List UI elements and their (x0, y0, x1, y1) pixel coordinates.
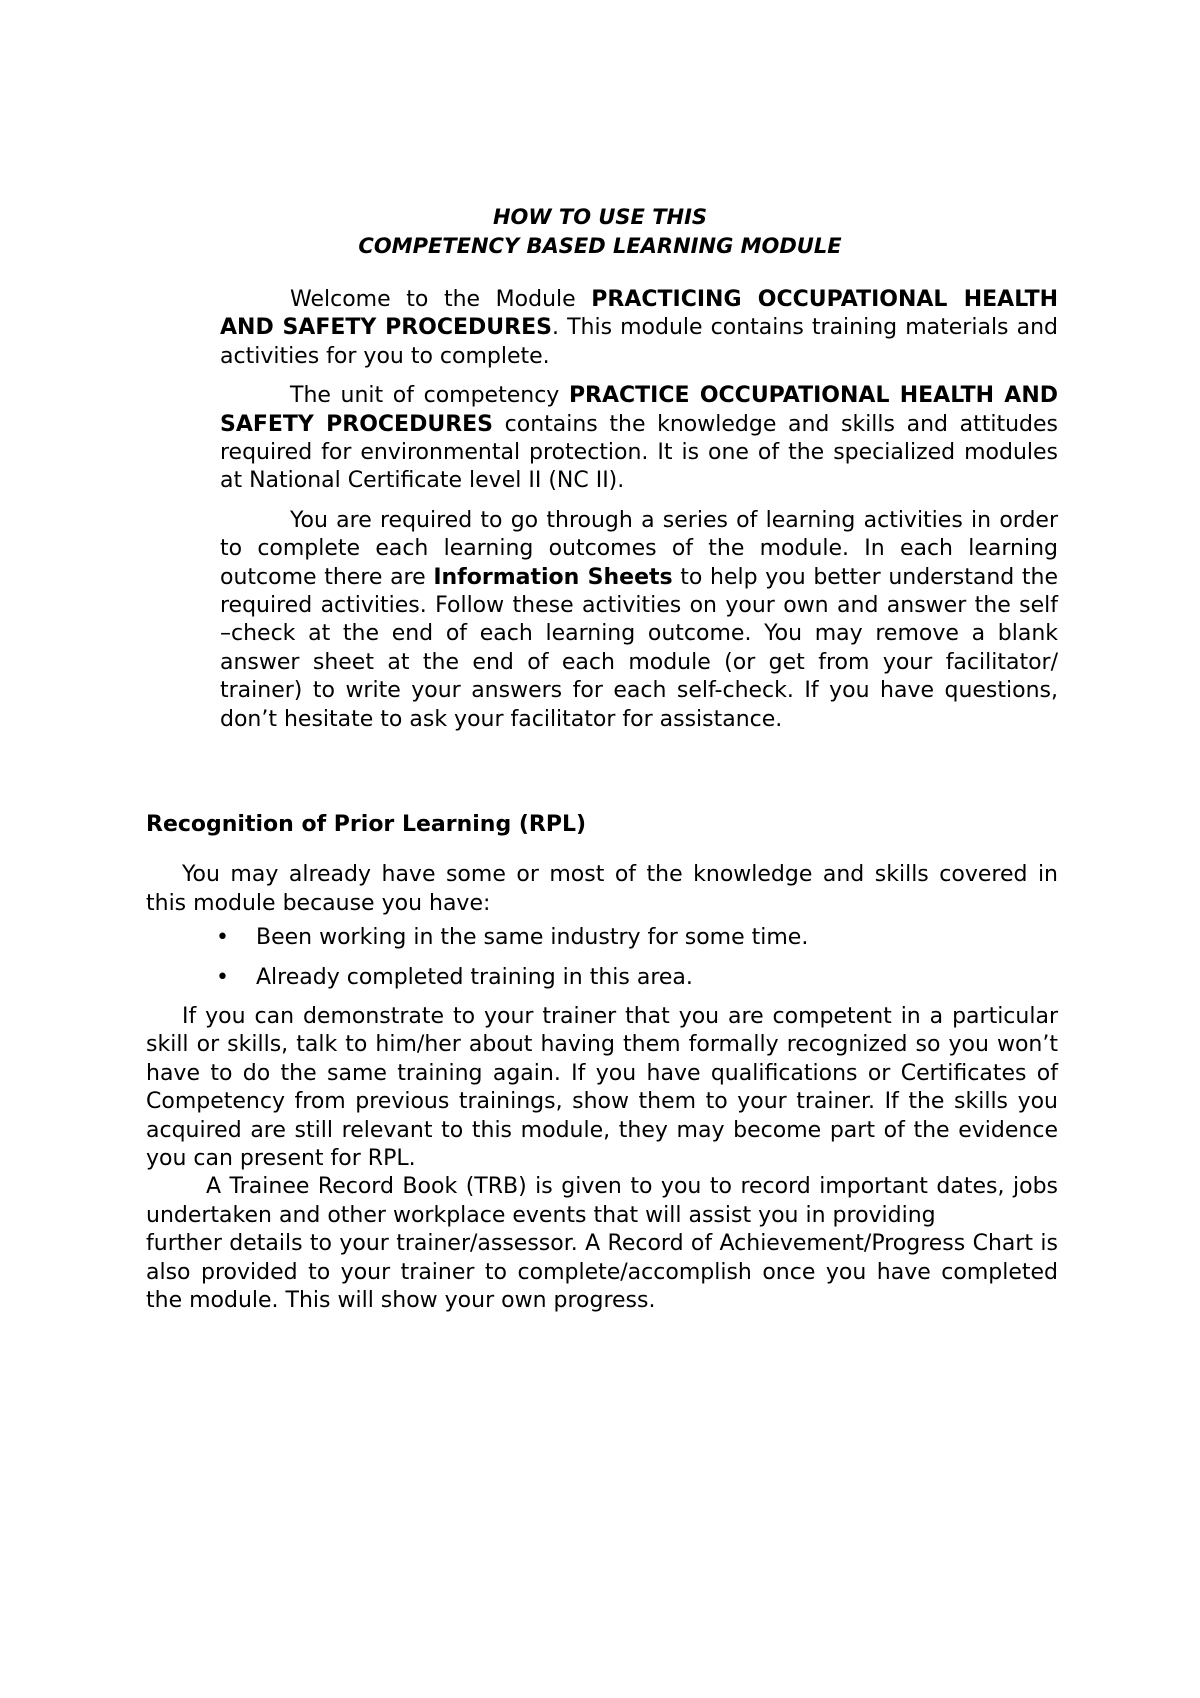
demonstrate-paragraph: If you can demonstrate to your trainer that you are competent in a particular skill or skills, talk to him/her about having them formally recognized so you won’t have to do the same training again. If you have qualifications or Certificates of Competency from previous trainings, show them to your trainer. If the skills you acquired are still relevant to this module, they may become part of the evidence you can present for RPL. (146, 1004, 1058, 1172)
list-item (146, 964, 1058, 992)
welcome-paragraph (220, 286, 1058, 371)
learning-activities-paragraph (220, 507, 1058, 734)
welcome-text: Welcome to the Module (290, 287, 592, 312)
unit-text: The unit of competency (290, 383, 569, 409)
trainee-record-book-paragraph: A Trainee Record Book (TRB) is given to you to record important dates, jobs undertaken and other workplace events that will assist you in providing (146, 1174, 1058, 1228)
activities-text-end: to help you better understand the required activities. Follow these activities on your own and answer the self –check at the end of each learning outcome. You may remove a blank answer sheet at the end of each module (or get from your facilitator/ trainer) to write your answers for each self-check. If you have questions, don’t hesitate to ask your facilitator for assistance. (220, 564, 1059, 732)
module-name: PRACTICING OCCUPATIONAL HEALTH AND SAFETY PROCEDURES (220, 287, 1058, 341)
list-item-text: Already completed training in this area. (256, 964, 693, 990)
unit-text-end: contains the knowledge and skills and attitudes required for environmental protection. It is one of the specialized modules at National Certificate level II (NC II). (220, 411, 1058, 494)
rpl-bullet-list (146, 924, 1058, 992)
rpl-lead-paragraph: You may already have some or most of the knowledge and skills covered in this module because you have: (146, 862, 1058, 916)
information-sheets-term: Information Sheets (433, 564, 673, 590)
rpl-heading: Recognition of Prior Learning (RPL) (146, 812, 587, 837)
bullet-icon: • (216, 964, 229, 990)
activities-text: You are required to go through a series of learning activities in order to complete each learning outcomes of the module. In each learning outcome there are (220, 507, 1058, 590)
bullet-icon: • (216, 925, 229, 951)
title-line-2: COMPETENCY BASED LEARNING MODULE (358, 234, 842, 258)
intro-section (220, 286, 1058, 734)
page-title (0, 203, 1200, 261)
further-details-paragraph: further details to your trainer/assessor. A Record of Achievement/Progress Chart is also provided to your trainer to complete/accomplish once you have completed the module. This will show your own progress. (146, 1231, 1058, 1314)
list-item (146, 924, 1058, 952)
title-line-1: HOW TO USE THIS (492, 205, 708, 229)
rpl-section (146, 811, 1058, 1316)
list-item-text: Been working in the same industry for some time. (256, 925, 809, 951)
welcome-text-end: . This module contains training materials and activities for you to complete. (220, 315, 1058, 369)
unit-name: PRACTICE OCCUPATIONAL HEALTH AND SAFETY PROCEDURES (220, 383, 1058, 437)
unit-of-competency-paragraph (220, 382, 1058, 496)
